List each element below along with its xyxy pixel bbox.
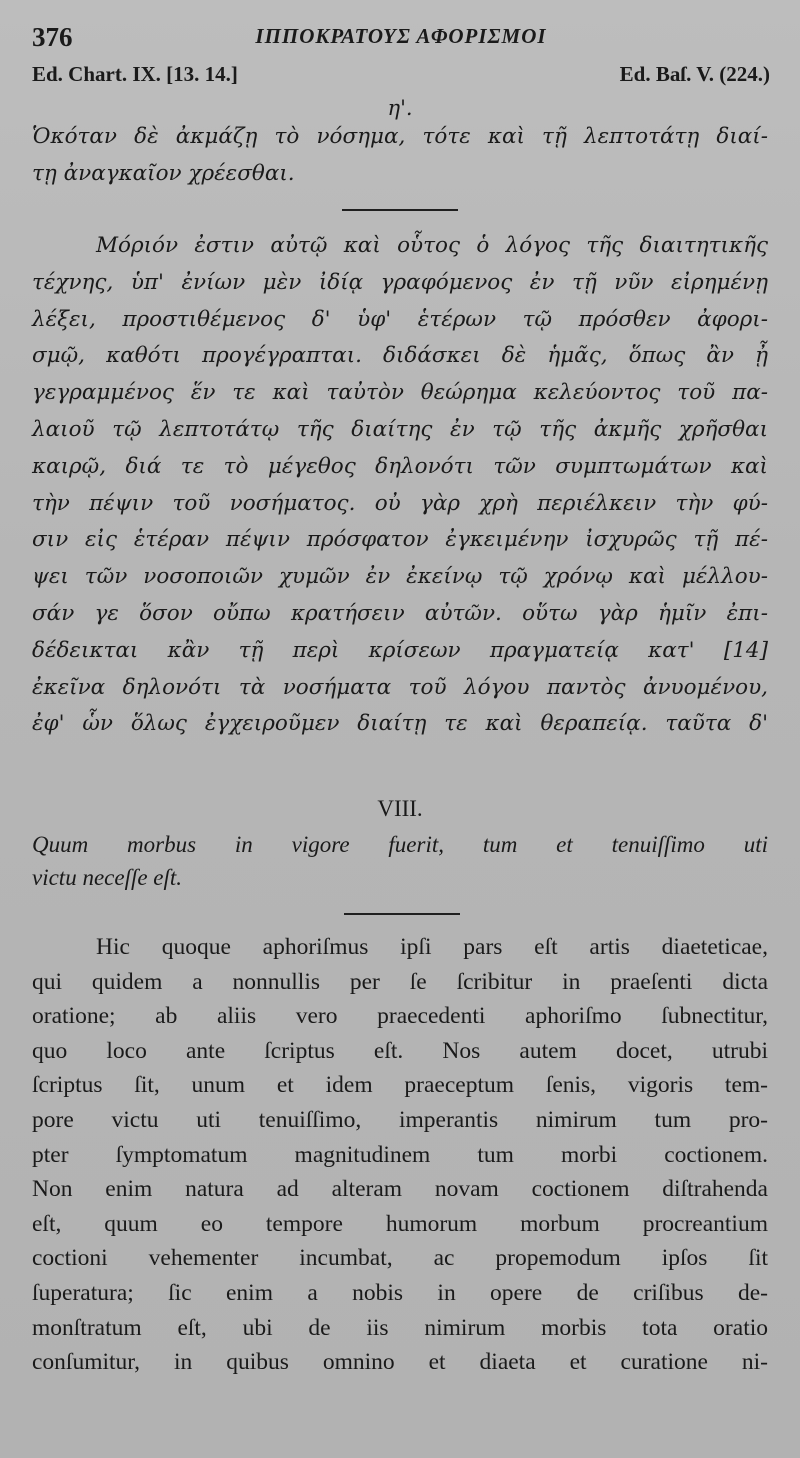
- latin-commentary-line: qui quidem a nonnullis per ſe ſcribitur in praeſenti dicta: [32, 968, 768, 995]
- latin-commentary-line: quo loco ante ſcriptus eſt. Nos autem docet, utrubi: [32, 1037, 768, 1064]
- greek-commentary-line: δέδεικται κἂν τῇ περὶ κρίσεων πραγματείᾳ κατ' [14]: [32, 637, 768, 663]
- edition-ref-left: Ed. Chart. IX. [13. 14.]: [32, 62, 238, 86]
- latin-aphorism-line: victu neceſſe eſt.: [32, 865, 183, 890]
- greek-commentary-line: λαιοῦ τῷ λεπτοτάτῳ τῆς διαίτης ἐν τῷ τῆς ἀκμῆς χρῆσθαι: [32, 416, 768, 442]
- page-header: [32, 22, 770, 58]
- latin-aphorism: [32, 828, 768, 894]
- greek-commentary-line: ἐφ' ὧν ὅλως ἐγχειροῦμεν διαίτῃ τε καὶ θεραπείᾳ. ταῦτα δ': [32, 711, 768, 737]
- page-number: 376: [32, 22, 73, 52]
- greek-commentary-line: ψει τῶν νοσοποιῶν χυμῶν ἐν ἐκείνῳ τῷ χρόνῳ καὶ μέλλου-: [32, 564, 768, 590]
- greek-aphorism-line: Ὁκόταν δὲ ἀκμάζῃ τὸ νόσημα, τότε καὶ τῇ λεπτοτάτῃ διαί-: [32, 124, 768, 149]
- latin-commentary-line: Hic quoque aphoriſmus ipſi pars eſt artis diaeteticae,: [96, 934, 768, 960]
- latin-aphorism-number: VIII.: [377, 796, 423, 821]
- greek-commentary-line: καιρῷ, διά τε τὸ μέγεθος δηλονότι τῶν συμπτωμάτων καὶ: [32, 453, 768, 479]
- section-divider: [342, 209, 458, 211]
- greek-commentary-line: ἐκεῖνα δηλονότι τὰ νοσήματα τοῦ λόγου παντὸς ἀνυομένου,: [32, 674, 768, 700]
- latin-commentary-line: conſumitur, in quibus omnino et diaeta et curatione ni-: [32, 1349, 768, 1376]
- greek-commentary-line: λέξει, προστιθέμενος δ' ὑφ' ἑτέρων τῷ πρόσθεν ἀφορι-: [32, 306, 768, 332]
- greek-commentary-line: σμῷ, καθότι προγέγραπται. διδάσκει δὲ ἡμᾶς, ὅπως ἂν ᾖ: [32, 343, 768, 369]
- greek-aphorism-number: η'.: [387, 96, 413, 120]
- greek-commentary-line: τὴν πέψιν τοῦ νοσήματος. οὐ γὰρ χρὴ περιέλκειν τὴν φύ-: [32, 490, 768, 516]
- greek-commentary: [32, 228, 768, 743]
- latin-commentary-line: ſcriptus ſit, unum et idem praeceptum ſenis, vigoris tem-: [32, 1072, 768, 1099]
- edition-ref-right: Ed. Baſ. V. (224.): [619, 62, 770, 86]
- latin-commentary-line: coctioni vehementer incumbat, ac propemodum ipſos ſit: [32, 1245, 768, 1272]
- latin-commentary-line: eſt, quum eo tempore humorum morbum procreantium: [32, 1210, 768, 1237]
- running-title: ΙΠΠΟΚΡΑΤΟΥΣ ΑΦΟΡΙΣΜΟΙ: [255, 24, 547, 48]
- greek-commentary-line: τέχνης, ὑπ' ἐνίων μὲν ἰδίᾳ γραφόμενος ἐν τῇ νῦν εἰρημένῃ: [32, 269, 768, 295]
- greek-commentary-line: σιν εἰς ἑτέραν πέψιν πρόσφατον ἐγκειμένην ἰσχυρῶς τῇ πέ-: [32, 527, 768, 553]
- greek-commentary-line: Μόριόν ἐστιν αὐτῷ καὶ οὗτος ὁ λόγος τῆς διαιτητικῆς: [96, 233, 768, 258]
- latin-commentary: [32, 930, 768, 1380]
- latin-commentary-line: Non enim natura ad alteram novam coctionem diſtrahenda: [32, 1176, 768, 1203]
- latin-commentary-line: monſtratum eſt, ubi de iis nimirum morbis tota oratio: [32, 1314, 768, 1341]
- section-divider: [344, 913, 460, 915]
- edition-reference-line: [32, 62, 770, 92]
- latin-aphorism-line: Quum morbus in vigore fuerit, tum et tenuiſſimo uti: [32, 832, 768, 857]
- latin-commentary-line: ſuperatura; ſic enim a nobis in opere de criſibus de-: [32, 1279, 768, 1306]
- greek-aphorism: [32, 119, 768, 193]
- latin-commentary-line: oratione; ab aliis vero praecedenti aphoriſmo ſubnectitur,: [32, 1003, 768, 1030]
- greek-commentary-line: σάν γε ὅσον οὔπω κρατήσειν αὐτῶν. οὕτω γὰρ ἡμῖν ἐπι-: [32, 600, 768, 626]
- latin-commentary-line: pter ſymptomatum magnitudinem tum morbi coctionem.: [32, 1141, 768, 1168]
- greek-commentary-line: γεγραμμένος ἕν τε καὶ ταὐτὸν θεώρημα κελεύοντος τοῦ πα-: [32, 380, 768, 406]
- greek-aphorism-line: τῃ ἀναγκαῖον χρέεσθαι.: [32, 160, 295, 186]
- latin-commentary-line: pore victu uti tenuiſſimo, imperantis nimirum tum pro-: [32, 1106, 768, 1133]
